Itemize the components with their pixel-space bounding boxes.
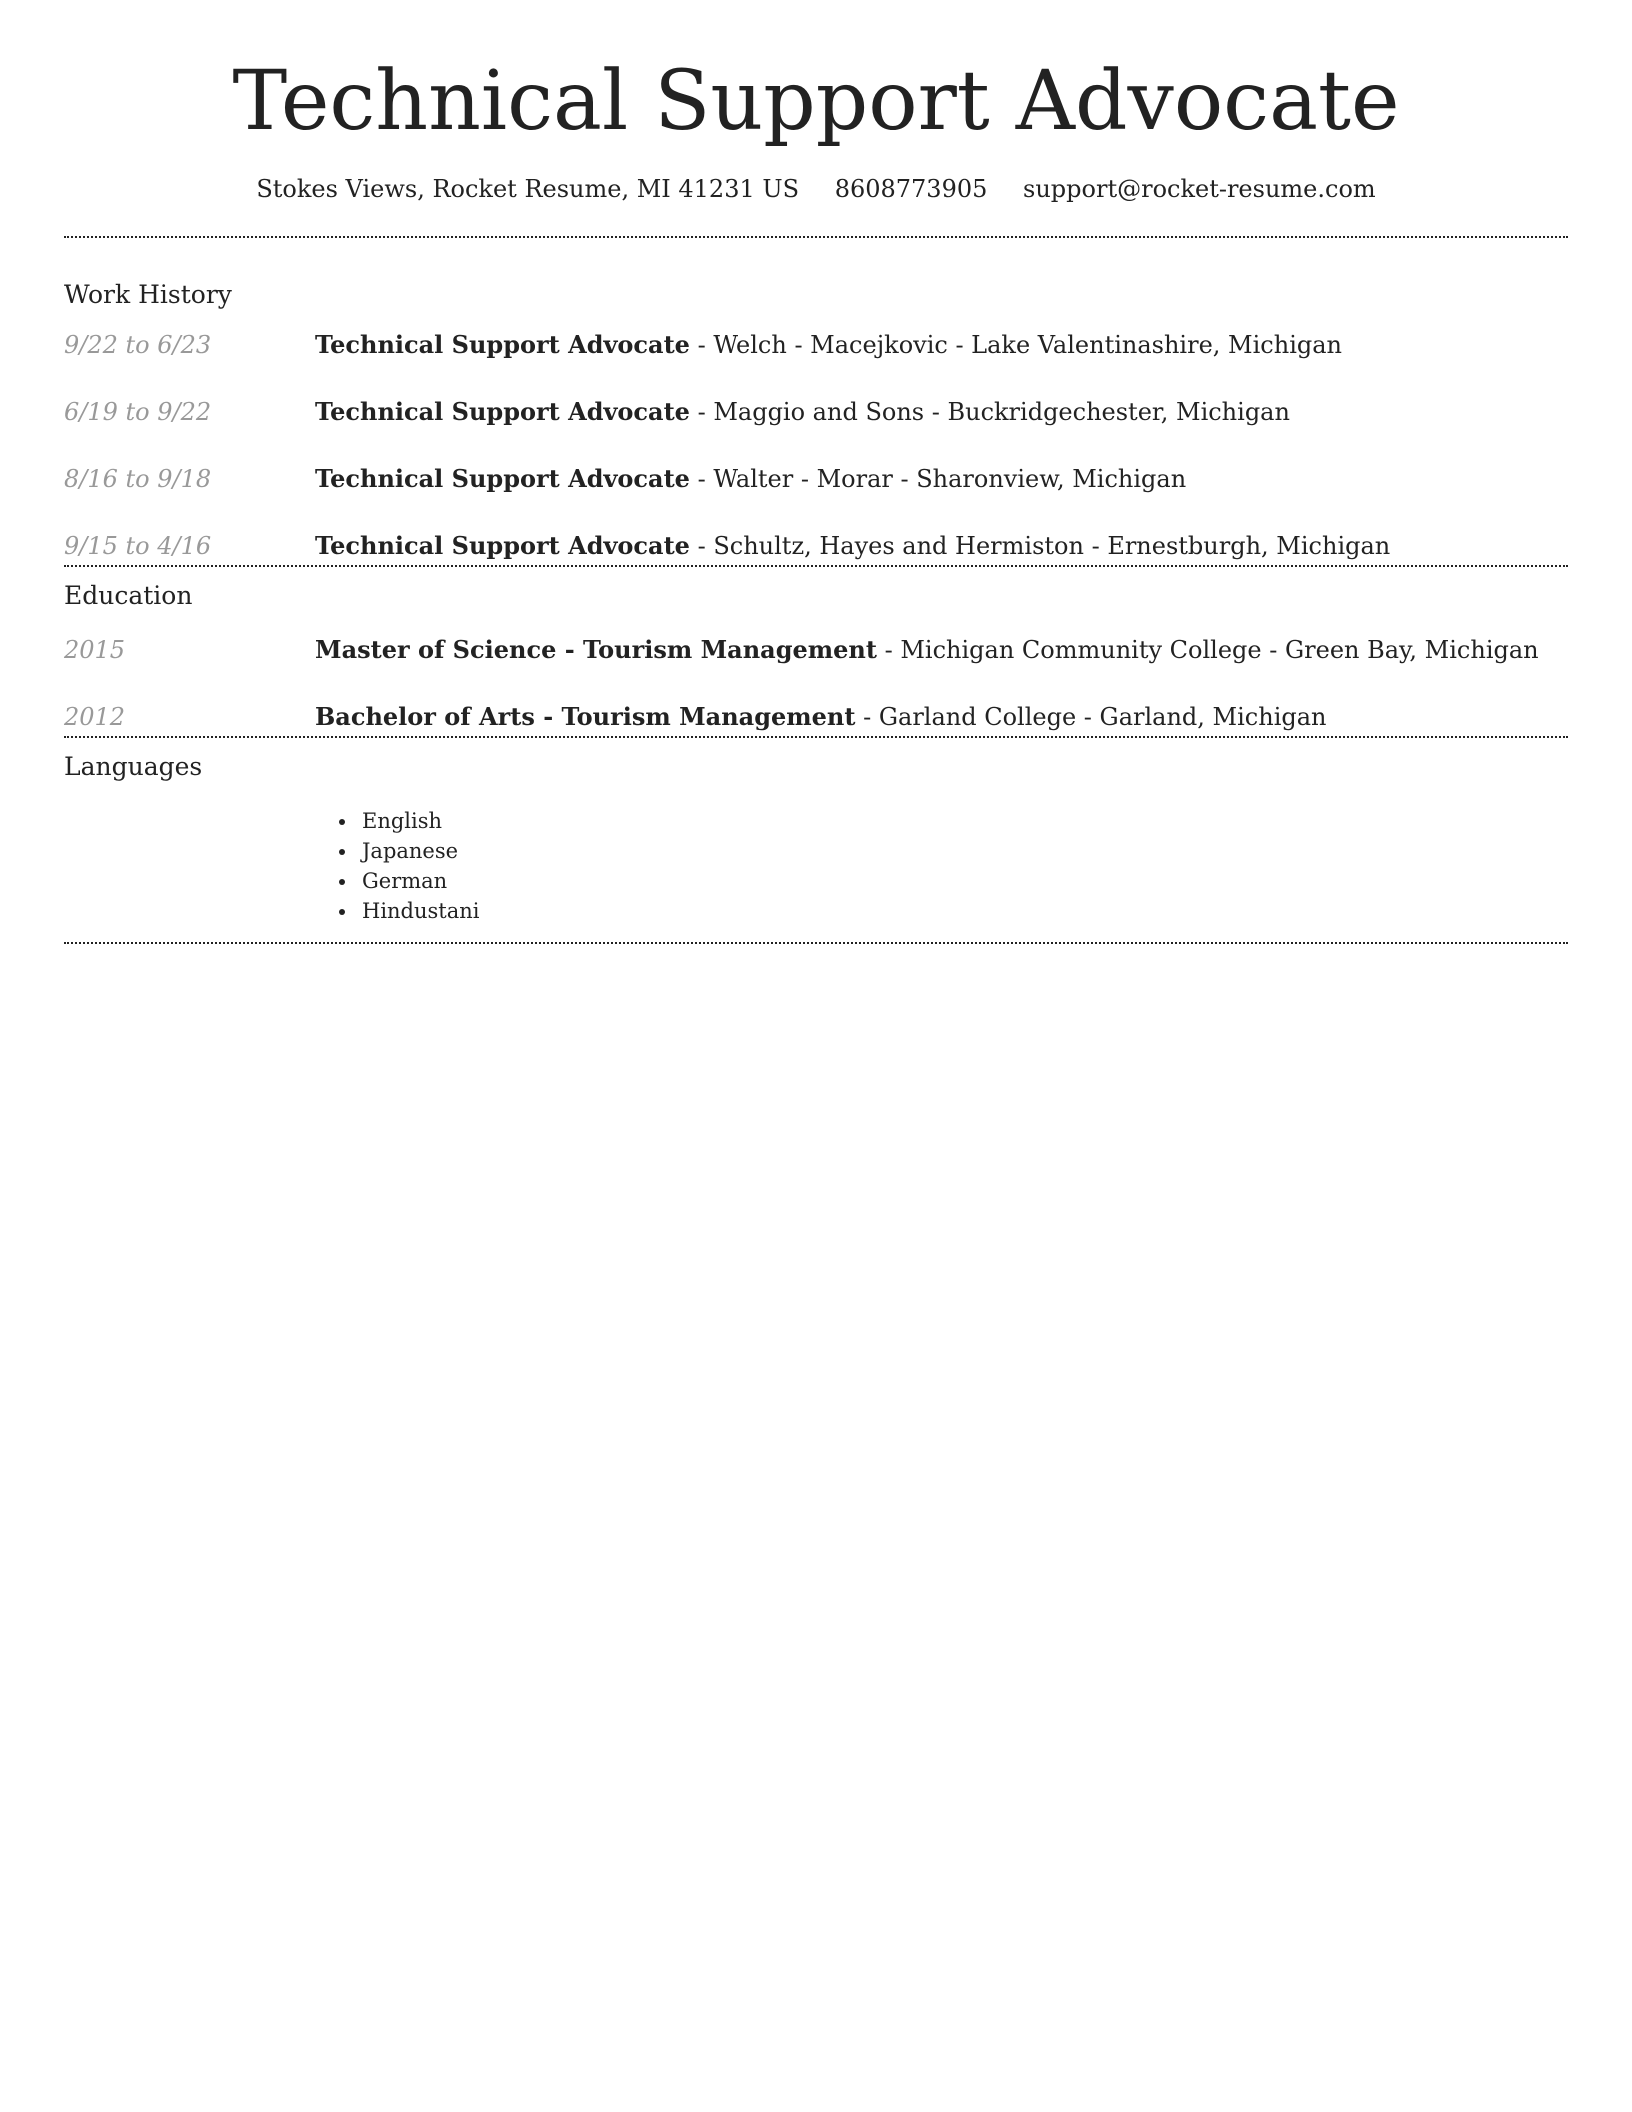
contact-address: Stokes Views, Rocket Resume, MI 41231 US (256, 175, 800, 203)
education-degree: Master of Science - Tourism Management (315, 635, 877, 664)
work-description (315, 328, 1342, 362)
work-details: - Walter - Morar - Sharonview, Michigan (689, 465, 1187, 493)
resume-page (64, 0, 1568, 944)
work-description (315, 395, 1290, 429)
section-divider (64, 736, 1568, 738)
work-position: Technical Support Advocate (315, 464, 690, 493)
education-degree: Bachelor of Arts - Tourism Management (315, 702, 856, 731)
work-details: - Maggio and Sons - Buckridgechester, Michigan (689, 398, 1290, 426)
work-dates: 9/22 to 6/23 (64, 331, 212, 359)
header-divider (64, 236, 1568, 238)
contact-line (64, 172, 1568, 206)
work-entry (64, 462, 1568, 496)
work-details: - Welch - Macejkovic - Lake Valentinashire, Michigan (689, 331, 1342, 359)
resume-header (64, 52, 1568, 206)
section-title-languages: Languages (64, 752, 203, 781)
work-history-section (64, 278, 1568, 563)
education-description (315, 633, 1539, 667)
work-description (315, 529, 1390, 563)
section-title-work-history: Work History (64, 280, 232, 309)
education-year: 2015 (64, 636, 126, 664)
education-entry (64, 700, 1568, 734)
language-item: • German (358, 866, 1568, 896)
contact-email[interactable]: support@rocket-resume.com (1023, 175, 1376, 203)
work-description (315, 462, 1186, 496)
education-year: 2012 (64, 703, 126, 731)
page-title: Technical Support Advocate (232, 54, 1400, 149)
education-details: - Garland College - Garland, Michigan (855, 703, 1327, 731)
work-position: Technical Support Advocate (315, 531, 690, 560)
contact-phone: 8608773905 (834, 175, 988, 203)
work-entry (64, 328, 1568, 362)
work-entry (64, 395, 1568, 429)
education-details: - Michigan Community College - Green Bay, Michigan (876, 636, 1539, 664)
education-description (315, 700, 1327, 734)
work-dates: 6/19 to 9/22 (64, 398, 212, 426)
language-item: • Japanese (358, 836, 1568, 866)
work-dates: 9/15 to 4/16 (64, 532, 212, 560)
work-details: - Schultz, Hayes and Hermiston - Ernestburgh, Michigan (689, 532, 1391, 560)
section-divider (64, 565, 1568, 567)
languages-list (64, 806, 1568, 926)
bottom-divider (64, 942, 1568, 944)
language-item: • Hindustani (358, 896, 1568, 926)
language-item: • English (358, 806, 1568, 836)
education-section (64, 579, 1568, 734)
work-position: Technical Support Advocate (315, 397, 690, 426)
section-title-education: Education (64, 581, 193, 610)
education-entry (64, 633, 1568, 667)
work-position: Technical Support Advocate (315, 330, 690, 359)
work-entry (64, 529, 1568, 563)
work-dates: 8/16 to 9/18 (64, 465, 212, 493)
languages-section (64, 750, 1568, 926)
